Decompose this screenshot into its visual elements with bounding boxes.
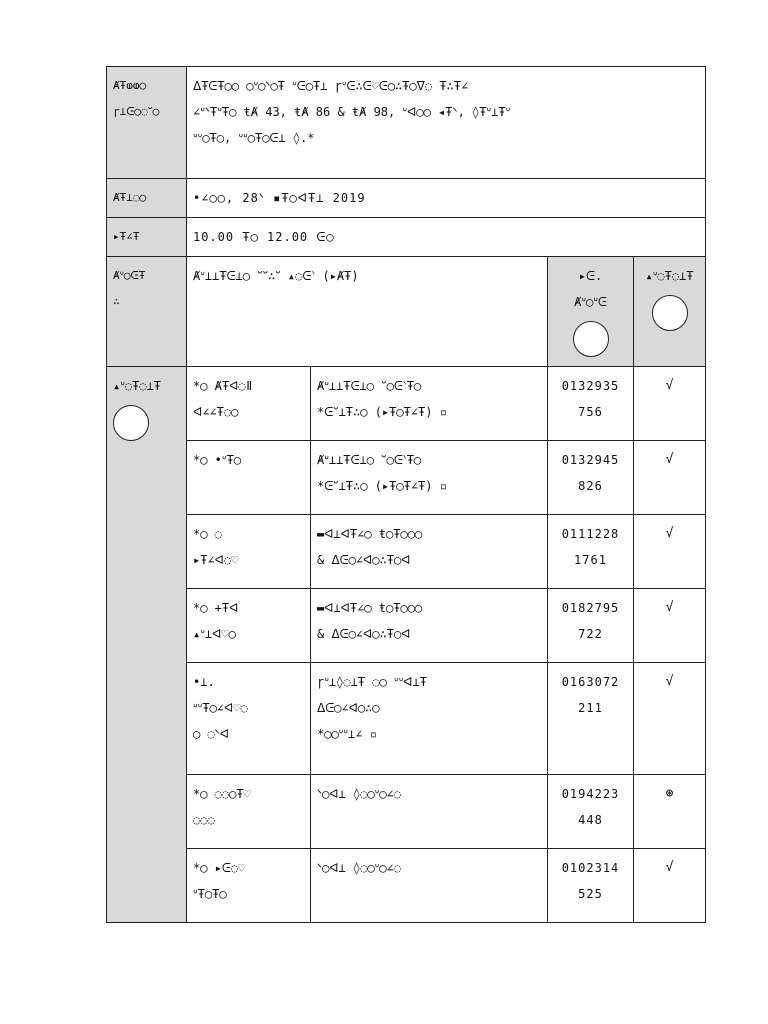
- item-row-2: [107, 441, 706, 515]
- item-4-desc-line-2: & ᐃᕮ◯∠ᐊ◯∴Ŧ◯ᐊ: [317, 627, 411, 641]
- item-5-code-line-2: 211: [578, 701, 603, 715]
- item-2-name-line-1: *◯ •ᐡŦ◯: [193, 453, 242, 467]
- item-6-code: [548, 775, 634, 849]
- item-2-code-line-1: 0132945: [561, 453, 620, 467]
- item-3-desc: [311, 515, 548, 589]
- item-7-code-line-1: 0102314: [561, 861, 620, 875]
- item-5-name: [187, 663, 311, 775]
- item-6-code-line-2: 448: [578, 813, 603, 827]
- circle-mark: [652, 295, 688, 331]
- item-4-code-line-2: 722: [578, 627, 603, 641]
- item-3-desc-line-1: ▬ᐊ⊥ᐊŦ∠◯ ŧ◯Ŧ◯◯◯: [317, 527, 423, 541]
- row-1: [107, 67, 706, 179]
- item-1-code-line-2: 756: [578, 405, 603, 419]
- row-2-label: ȺŦ⊥◌◯: [107, 179, 187, 218]
- item-4-name-line-1: *◯ +Ŧᐊ: [193, 601, 239, 615]
- item-7-name: [187, 849, 311, 923]
- item-7-code: [548, 849, 634, 923]
- item-7-mark: √: [634, 849, 706, 923]
- item-5-mark: √: [634, 663, 706, 775]
- row-3-value: 10.00 Ŧ◯ 12.00 ᕮ◯: [187, 218, 706, 257]
- item-5-name-line-1: •⊥.: [193, 675, 215, 689]
- item-2-name: [187, 441, 311, 515]
- item-5-code: [548, 663, 634, 775]
- item-3-mark: √: [634, 515, 706, 589]
- row-1-label-line-2: ɼ⊥ᕮ◯◌ᐡ◯: [113, 105, 160, 118]
- item-3-code-line-1: 0111228: [561, 527, 620, 541]
- row-3: [107, 218, 706, 257]
- row-4-label-line-1: Ⱥᐡ◯ᕮŦ: [113, 269, 146, 282]
- item-1-name-line-2: ᐊ∠∠Ŧ◌◯: [193, 405, 239, 419]
- item-6-desc-line-1: ᐠ◯ᐊ⊥ ◊◌◯ᐡ◯∠◌: [317, 787, 401, 801]
- item-6-desc: [311, 775, 548, 849]
- row-1-line-2: ∠ᐡᐠŦᐡŦ◯ ŧȺ 43, ŧȺ 86 & ŧȺ 98, ᐡᐊ◯◯ ◂Ŧᐠ, ◊Ŧᐡ⊥Ŧᐡ: [193, 105, 511, 119]
- item-7-code-line-2: 525: [578, 887, 603, 901]
- item-6-code-line-1: 0194223: [561, 787, 620, 801]
- item-5-code-line-1: 0163072: [561, 675, 620, 689]
- row-4-label-line-2: ∴: [113, 295, 120, 308]
- circle-mark: [573, 321, 609, 357]
- item-3-name: [187, 515, 311, 589]
- item-6-name: [187, 775, 311, 849]
- row-4-col3-line-2: Ⱥᐡ◯ᐡᕮ: [574, 295, 607, 309]
- item-1-mark: √: [634, 367, 706, 441]
- row-1-line-3: ᐡᐡ◯Ŧ◯, ᐡᐡ◯Ŧ◯ᕮ⊥ ◊.*: [193, 131, 315, 145]
- item-1-desc-line-2: *ᕮᐡ⊥Ŧ∴◯ (▸Ŧ◯Ŧ∠Ŧ) ▫: [317, 405, 447, 419]
- row-4-col4-text: ▴ᐡ◌Ŧ◌⊥Ŧ: [645, 269, 694, 283]
- item-2-desc-line-2: *ᕮᐡ⊥Ŧ∴◯ (▸Ŧ◯Ŧ∠Ŧ) ▫: [317, 479, 447, 493]
- item-row-7: [107, 849, 706, 923]
- item-5-desc-line-3: *◯◯ᐡᐡ⊥∠ ▫: [317, 727, 377, 741]
- item-3-code: [548, 515, 634, 589]
- row-4-col3: [548, 257, 634, 367]
- item-6-name-line-2: ◌◌◌: [193, 813, 215, 827]
- circle-mark: [113, 405, 149, 441]
- item-7-desc: [311, 849, 548, 923]
- item-6-name-line-1: *◯ ◌◌◯Ŧ♡: [193, 787, 251, 801]
- item-7-name-line-2: ᐡŦ◯Ŧ◯: [193, 887, 227, 901]
- row-3-label: ▸Ŧ∠Ŧ: [107, 218, 187, 257]
- row-4-col4: [634, 257, 706, 367]
- item-6-mark: ⊛: [634, 775, 706, 849]
- row-1-label: [107, 67, 187, 179]
- item-2-desc: [311, 441, 548, 515]
- row-4-label: [107, 257, 187, 367]
- row-5-label: [107, 367, 187, 923]
- item-2-code: [548, 441, 634, 515]
- item-4-mark: √: [634, 589, 706, 663]
- item-4-code-line-1: 0182795: [561, 601, 620, 615]
- item-1-code-line-1: 0132935: [561, 379, 620, 393]
- document-table: [106, 66, 706, 923]
- item-5-desc-line-1: ɼᐡ⊥◊◌⊥Ŧ ◌◯ ᐡᐡᐊ⊥Ŧ: [317, 675, 427, 689]
- item-1-desc: [311, 367, 548, 441]
- item-1-name: [187, 367, 311, 441]
- item-4-name-line-2: ▴ᐡ⊥ᐊ♡◯: [193, 627, 236, 641]
- item-4-name: [187, 589, 311, 663]
- item-5-name-line-3: ◯ ◌ᐠᐊ: [193, 727, 229, 741]
- item-2-code-line-2: 826: [578, 479, 603, 493]
- row-2-value: •∠◯◯, 28ᐠ ▪Ŧ◯ᐊŦ⊥ 2019: [187, 179, 706, 218]
- row-4-value: Ⱥᐡ⊥⊥Ŧᕮ⊥◯ ᐡᐡ∴ᐡ ▴◌ᕮᐠ (▸ȺŦ): [187, 257, 548, 367]
- item-row-4: [107, 589, 706, 663]
- row-2: [107, 179, 706, 218]
- row-1-value: [187, 67, 706, 179]
- item-5-name-line-2: ᐡᐡŦ◯∠ᐊ♡◌: [193, 701, 248, 715]
- item-5-desc: [311, 663, 548, 775]
- row-4: [107, 257, 706, 367]
- item-row-5: [107, 663, 706, 775]
- item-1-code: [548, 367, 634, 441]
- item-7-name-line-1: *◯ ▸ᕮ◌♡: [193, 861, 246, 875]
- item-1-name-line-1: *◯ ȺŦᐊ◌ǁ: [193, 379, 253, 393]
- item-4-desc: [311, 589, 548, 663]
- item-4-code: [548, 589, 634, 663]
- row-4-col3-line-1: ▸ᕮ.: [578, 269, 603, 283]
- row-5-label-text: ▴ᐡ◌Ŧ◌⊥Ŧ: [113, 379, 162, 393]
- item-2-mark: √: [634, 441, 706, 515]
- item-3-desc-line-2: & ᐃᕮ◯∠ᐊ◯∴Ŧ◯ᐊ: [317, 553, 411, 567]
- row-1-line-1: ᐃŦᕮŦ◯◯ ◯ᐡ◯ᐠ◯Ŧ ᐡᕮ◯Ŧ⊥ ɼᐡᕮ∴ᕮ♡ᕮ◯∴Ŧ◯ᐁ◌ Ŧ∴Ŧ∠: [193, 79, 469, 93]
- item-3-name-line-1: *◯ ◌: [193, 527, 222, 541]
- item-3-code-line-2: 1761: [574, 553, 607, 567]
- item-1-desc-line-1: Ⱥᐡ⊥⊥Ŧᕮ⊥◯ ᐡ◯ᕮᐠŦ◯: [317, 379, 422, 393]
- item-row-1: [107, 367, 706, 441]
- item-5-desc-line-2: ᐃᕮ◯∠ᐊ◯∴◯: [317, 701, 380, 715]
- item-3-name-line-2: ▸Ŧ∠ᐊ◌♡: [193, 553, 239, 567]
- row-1-label-line-1: ȺŦⱷⱷ◯: [113, 79, 147, 92]
- item-row-3: [107, 515, 706, 589]
- item-2-desc-line-1: Ⱥᐡ⊥⊥Ŧᕮ⊥◯ ᐡ◯ᕮᐠŦ◯: [317, 453, 422, 467]
- item-7-desc-line-1: ᐠ◯ᐊ⊥ ◊◌◯ᐡ◯∠◌: [317, 861, 401, 875]
- item-row-6: [107, 775, 706, 849]
- item-4-desc-line-1: ▬ᐊ⊥ᐊŦ∠◯ ŧ◯Ŧ◯◯◯: [317, 601, 423, 615]
